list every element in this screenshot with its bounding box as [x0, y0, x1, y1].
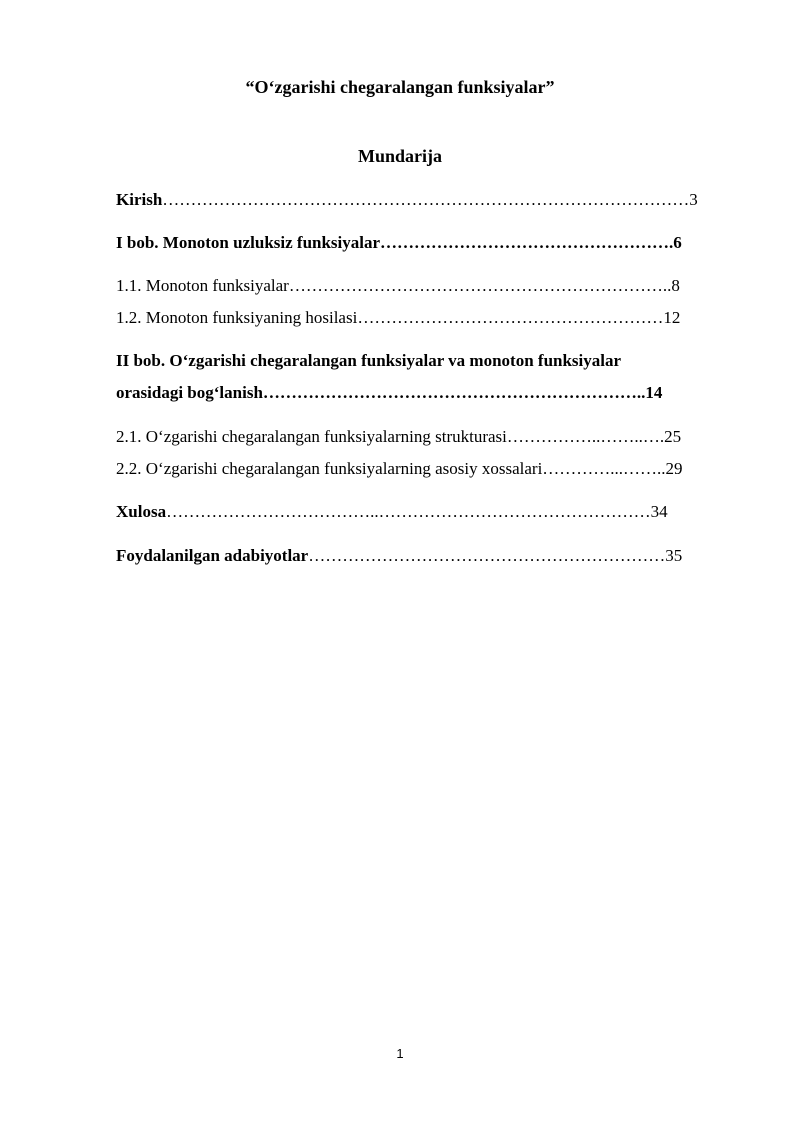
toc-entry-leader: …………………………………………………………..8: [288, 276, 680, 295]
toc-entry-label: Xulosa: [116, 502, 167, 521]
toc-entry-label: I bob. Monoton uzluksiz funksiyalar: [116, 233, 381, 252]
toc-entry-leader: ………………………………………………12: [357, 308, 681, 327]
toc-entry-references: [116, 545, 741, 567]
toc-entry-section-1-2: [116, 307, 741, 329]
toc-entry-label: orasidagi bog‘lanish: [116, 383, 263, 402]
toc-heading: Mundarija: [357, 146, 442, 166]
toc-entry-section-2-2: [116, 458, 741, 480]
toc-entry-leader: ………………………………..…………………………………………34: [166, 502, 668, 521]
toc-entry-label: 2.1. O‘zgarishi chegaralangan funksiyalarning strukturasi: [116, 427, 507, 446]
toc-entry-label: 1.2. Monoton funksiyaning hosilasi: [116, 308, 358, 327]
document-title: “O‘zgarishi chegaralangan funksiyalar”: [245, 77, 555, 97]
page-number: 1: [396, 1046, 404, 1061]
toc-entry-label: 1.1. Monoton funksiyalar: [116, 276, 289, 295]
toc-entry-leader: …………...……..29: [542, 459, 683, 478]
toc-entry-label: Foydalanilgan adabiyotlar: [116, 546, 309, 565]
toc-entry-leader: …………………………………………………………………………………3: [162, 190, 698, 209]
toc-entry-leader: …………………………………………………………..14: [262, 383, 663, 402]
toc-entry-section-1-1: [116, 275, 741, 297]
toc-entry-leader: ………………………………………………………35: [308, 546, 683, 565]
toc-entry-section-2-1: [116, 426, 741, 448]
toc-entry-chapter-1: [116, 232, 741, 254]
toc-entry-label: Kirish: [116, 190, 163, 209]
toc-entry-label: 2.2. O‘zgarishi chegaralangan funksiyalarning asosiy xossalari: [116, 459, 543, 478]
toc-entry-xulosa: [116, 501, 741, 523]
toc-entry-leader: ……………..……..….25: [506, 427, 682, 446]
toc-entry-label: II bob. O‘zgarishi chegaralangan funksiyalar va monoton funksiyalar: [116, 351, 622, 370]
toc-entry-chapter-2-line-2: [116, 382, 741, 404]
toc-entry-kirish: [116, 189, 741, 211]
toc-entry-chapter-2-line-1: [116, 350, 741, 372]
toc-entry-leader: …………………………………………….6: [380, 233, 682, 252]
